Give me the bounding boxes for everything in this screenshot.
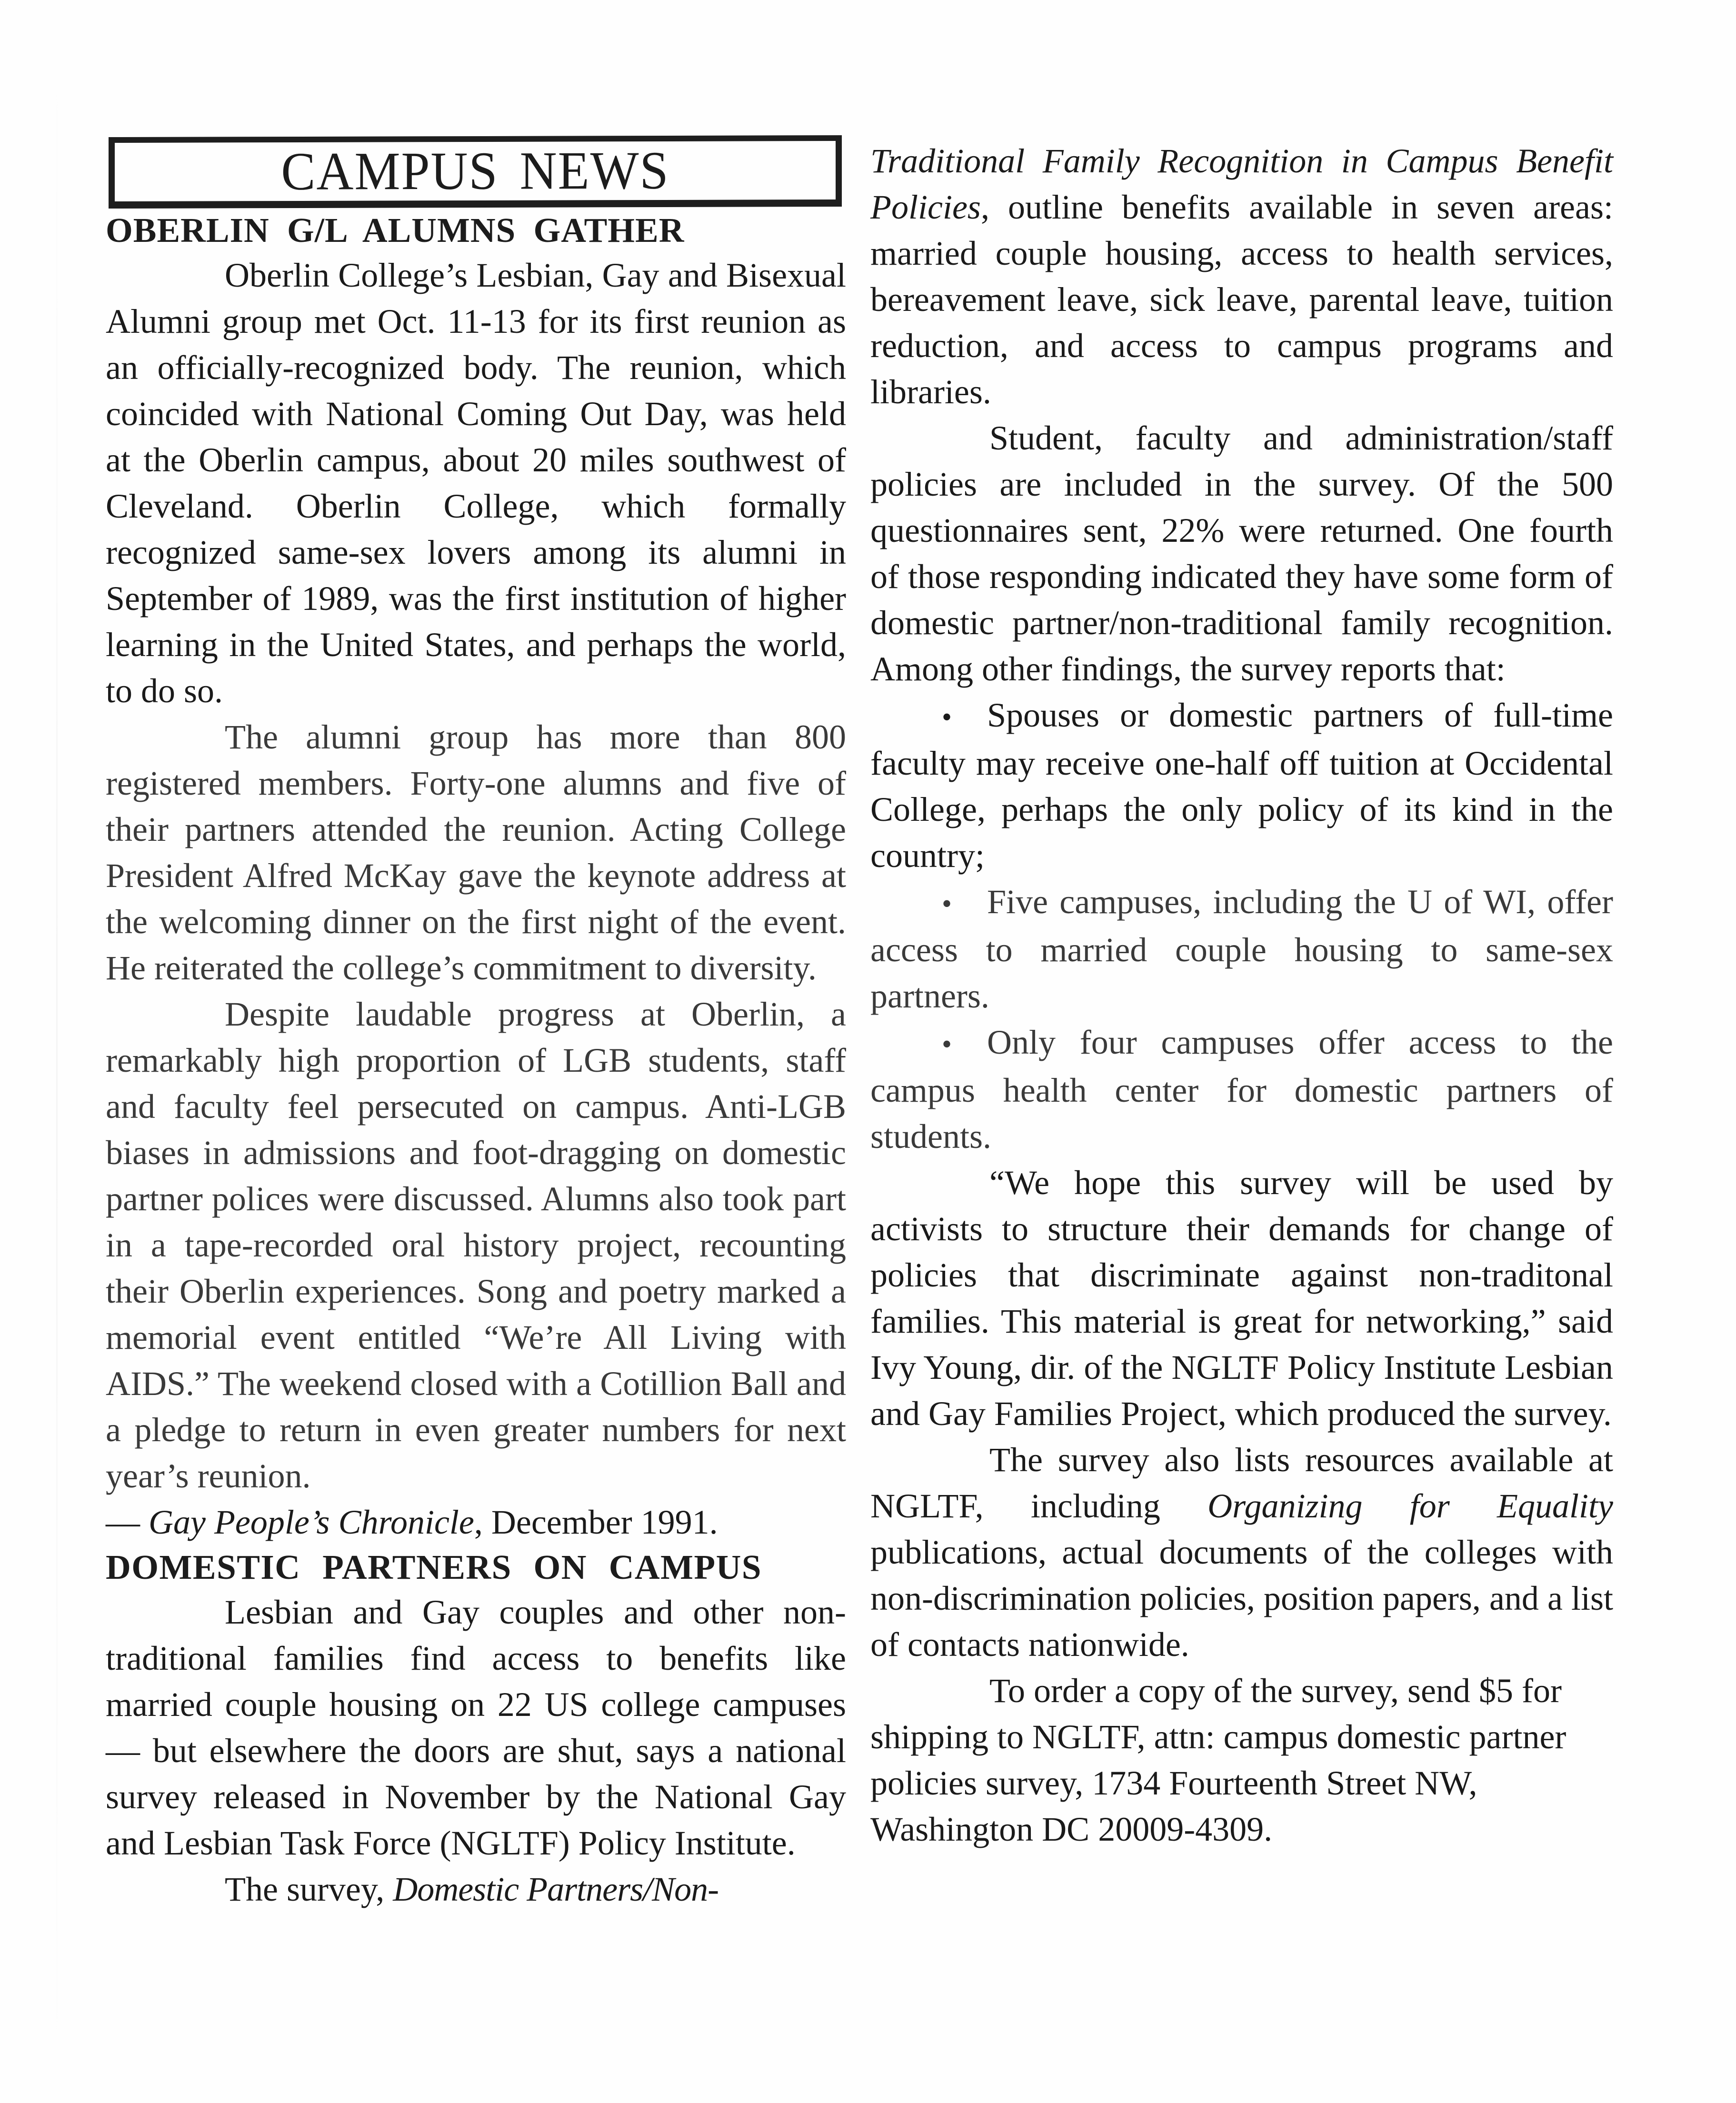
article-headline-oberlin: OBERLIN G/L ALUMNS GATHER	[106, 211, 685, 249]
quote-paragraph: “We hope this survey will be used by activists to structure their demands for change of policies that discriminate against non-traditonal families. This material is great for networking,” said Ivy Young, dir. of the NGLTF Policy Institute Lesbian and Gay Families Project, which produced the survey.	[870, 1164, 1613, 1433]
article-paragraph: Lesbian and Gay couples and other non-traditional families find access to benefits like married couple housing on 22 US college campuses — but elsewhere the doors are shut, says a national survey released in November by the National Gay and Lesbian Task Force (NGLTF) Policy Institute.	[106, 1593, 846, 1862]
section-masthead-box	[109, 135, 842, 209]
resources-prefix: The survey also lists resources available at NGLTF, including	[870, 1441, 1613, 1525]
bullet-icon: •	[942, 1028, 952, 1060]
article-paragraph: Despite laudable progress at Oberlin, a remarkably high proportion of LGB students, staff and faculty feel persecuted on campus. Anti-LGB biases in admissions and foot-dragging on domestic partner polices were discussed. Alumns also took part in a tape-recorded oral history project, recounting their Oberlin experiences. Song and poetry marked a memorial event entitled “We’re All Living with AIDS.” The weekend closed with a Cotillion Ball and a pledge to return in even greater numbers for next year’s reunion.	[106, 995, 846, 1495]
survey-intro-prefix: The survey,	[225, 1870, 393, 1908]
article-headline-domestic-partners: DOMESTIC PARTNERS ON CAMPUS	[106, 1548, 762, 1586]
right-column	[870, 138, 1613, 1853]
order-paragraph: To order a copy of the survey, send $5 for shipping to NGLTF, attn: campus domestic partner policies survey, 1734 Fourteenth Street NW, Washington DC 20009-4309.	[870, 1672, 1566, 1848]
survey-intro-left	[106, 1866, 846, 1913]
survey-title-part-1: Domestic Partners/Non-	[393, 1870, 719, 1908]
section-title: CAMPUS NEWS	[281, 140, 669, 202]
source-publication: Gay People’s Chronicle	[149, 1503, 474, 1541]
article-source-credit	[106, 1499, 846, 1545]
page-edge-shadow	[56, 38, 58, 2085]
resources-suffix: publications, actual documents of the colleges with non-discrimination policies, position papers, and a list of contacts nationwide.	[870, 1533, 1613, 1664]
bullet-icon: •	[942, 701, 952, 733]
bullet-icon: •	[942, 888, 952, 919]
resources-publication: Organizing for Equality	[1207, 1487, 1613, 1525]
article-paragraph: Oberlin College’s Lesbian, Gay and Bisexual Alumni group met Oct. 11-13 for its first reunion as an officially-recognized body. The reunion, which coincided with National Coming Out Day, was held at the Oberlin campus, about 20 miles southwest of Cleveland. Oberlin College, which formally recognized same-sex lovers among its alumni in September of 1989, was the first institution of higher learning in the United States, and perhaps the world, to do so.	[106, 256, 846, 710]
article-paragraph: Student, faculty and administration/staff policies are included in the survey. Of the 500 questionnaires sent, 22% were returned. One fourth of those responding indicated they have some form of domestic partner/non-traditional family recognition. Among other findings, the survey reports that:	[870, 419, 1613, 688]
source-dash: —	[106, 1503, 140, 1541]
finding-text: Spouses or domestic partners of full-time faculty may receive one-half off tuition at Occidental College, perhaps the only policy of its kind in the country;	[870, 696, 1613, 875]
resources-paragraph	[870, 1437, 1613, 1668]
article-paragraph: The alumni group has more than 800 registered members. Forty-one alumns and five of their partners attended the reunion. Acting College President Alfred McKay gave the keynote address at the welcoming dinner on the first night of the event. He reiterated the college’s commitment to diversity.	[106, 718, 846, 987]
finding-bullet	[870, 692, 1613, 879]
finding-text: Only four campuses offer access to the campus health center for domestic partners of students.	[870, 1023, 1613, 1156]
source-date: , December 1991.	[474, 1503, 718, 1541]
finding-text: Five campuses, including the U of WI, offer access to married couple housing to same-sex partners.	[870, 883, 1613, 1015]
survey-title-part-2: Traditional Family Recognition in Campus Benefit Policies	[870, 142, 1613, 226]
left-column	[106, 136, 846, 1913]
survey-intro-continued	[870, 138, 1613, 415]
survey-intro-suffix: , outline benefits available in seven areas: married couple housing, access to health services, bereavement leave, sick leave, parental leave, tuition reduction, and access to campus programs and libraries.	[870, 188, 1613, 411]
finding-bullet	[870, 879, 1613, 1019]
finding-bullet	[870, 1019, 1613, 1160]
